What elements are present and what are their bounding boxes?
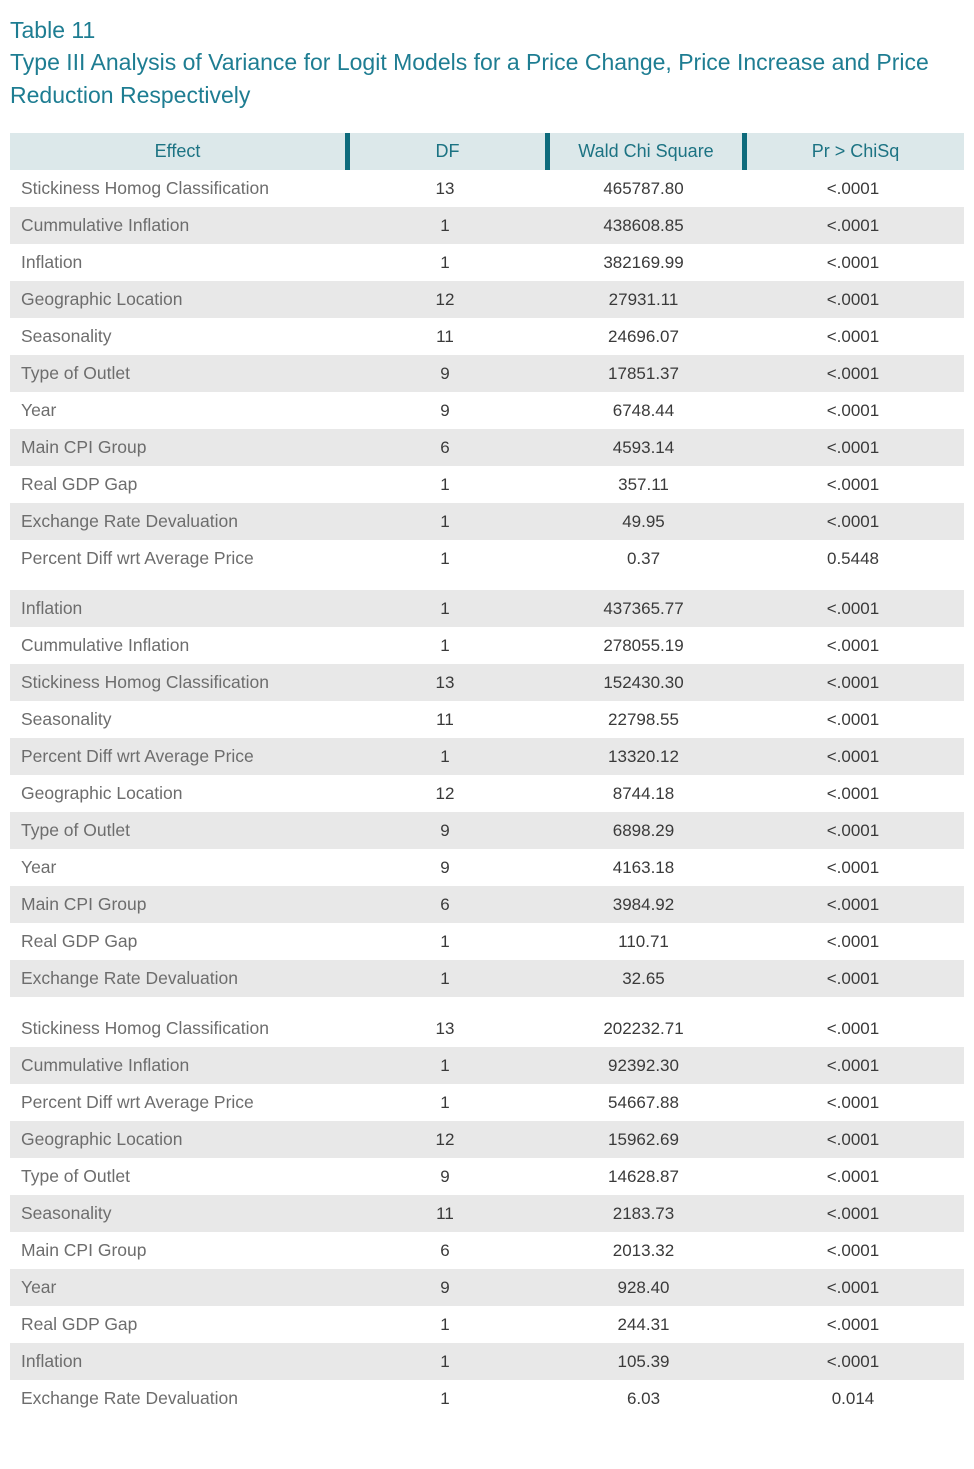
pr-chisq-cell: <.0001 xyxy=(826,363,880,383)
table-row xyxy=(10,540,964,577)
effect-cell: Exchange Rate Devaluation xyxy=(21,968,238,988)
table-section xyxy=(10,590,964,997)
table-row xyxy=(10,392,964,429)
wald-chi-square-cell: 54667.88 xyxy=(608,1092,679,1112)
table-row xyxy=(10,1158,964,1195)
pr-chisq-cell: <.0001 xyxy=(826,474,880,494)
df-cell: 9 xyxy=(440,857,450,877)
wald-chi-square-cell: 105.39 xyxy=(617,1351,670,1371)
wald-chi-square-cell: 0.37 xyxy=(626,548,661,568)
effect-cell: Stickiness Homog Classification xyxy=(21,178,270,198)
pr-chisq-cell: <.0001 xyxy=(826,437,880,457)
df-cell: 11 xyxy=(436,709,454,729)
pr-chisq-cell: <.0001 xyxy=(826,511,880,531)
table-row xyxy=(10,170,964,207)
effect-cell: Exchange Rate Devaluation xyxy=(21,1388,238,1408)
df-cell: 1 xyxy=(440,931,450,951)
wald-chi-square-cell: 357.11 xyxy=(618,474,669,494)
df-cell: 9 xyxy=(440,363,450,383)
pr-chisq-cell: <.0001 xyxy=(826,1018,880,1038)
wald-chi-square-cell: 6898.29 xyxy=(612,820,675,840)
effect-cell: Inflation xyxy=(21,1351,83,1371)
pr-chisq-cell: <.0001 xyxy=(826,1314,880,1334)
pr-chisq-cell: <.0001 xyxy=(826,215,880,235)
pr-chisq-cell: <.0001 xyxy=(826,252,880,272)
effect-cell: Seasonality xyxy=(21,326,112,346)
wald-chi-square-cell: 438608.85 xyxy=(603,215,684,235)
df-cell: 6 xyxy=(440,437,450,457)
wald-chi-square-cell: 27931.11 xyxy=(608,289,679,309)
df-cell: 1 xyxy=(440,548,450,568)
wald-chi-square-cell: 13320.12 xyxy=(608,746,679,766)
wald-chi-square-cell: 49.95 xyxy=(622,511,665,531)
table-row xyxy=(10,1343,964,1380)
df-cell: 9 xyxy=(440,1277,450,1297)
pr-chisq-cell: 0.5448 xyxy=(827,548,879,568)
df-cell: 6 xyxy=(440,894,450,914)
table-row xyxy=(10,1306,964,1343)
wald-chi-square-cell: 17851.37 xyxy=(608,363,679,383)
effect-cell: Percent Diff wrt Average Price xyxy=(21,746,254,766)
effect-cell: Main CPI Group xyxy=(21,894,147,914)
df-cell: 9 xyxy=(440,820,450,840)
df-cell: 9 xyxy=(440,400,450,420)
wald-chi-square-cell: 202232.71 xyxy=(603,1018,684,1038)
pr-chisq-cell: <.0001 xyxy=(826,968,880,988)
table-row xyxy=(10,812,964,849)
df-cell: 1 xyxy=(440,968,450,988)
table-number: Table 11 xyxy=(10,17,96,43)
wald-chi-square-cell: 14628.87 xyxy=(608,1166,679,1186)
table-header-row xyxy=(10,133,964,170)
column-header-pr-chisq: Pr > ChiSq xyxy=(742,133,964,170)
table-row xyxy=(10,1232,964,1269)
wald-chi-square-cell: 92392.30 xyxy=(608,1055,679,1075)
wald-chi-square-cell: 6.03 xyxy=(626,1388,661,1408)
table-row xyxy=(10,664,964,701)
effect-cell: Year xyxy=(21,857,57,877)
table-row xyxy=(10,429,964,466)
effect-cell: Geographic Location xyxy=(21,783,183,803)
pr-chisq-cell: <.0001 xyxy=(826,709,880,729)
pr-chisq-cell: <.0001 xyxy=(826,1351,880,1371)
effect-cell: Percent Diff wrt Average Price xyxy=(21,548,254,568)
table-title: Type III Analysis of Variance for Logit Models for a Price Change, Price Increase and Price Reduction Respectively xyxy=(10,49,929,108)
table-row xyxy=(10,701,964,738)
table-row xyxy=(10,960,964,997)
effect-cell: Geographic Location xyxy=(21,289,183,309)
table-section xyxy=(10,1010,964,1417)
table-row xyxy=(10,318,964,355)
df-cell: 1 xyxy=(440,635,450,655)
df-cell: 13 xyxy=(435,672,455,692)
effect-cell: Stickiness Homog Classification xyxy=(21,672,270,692)
effect-cell: Year xyxy=(21,400,57,420)
wald-chi-square-cell: 465787.80 xyxy=(603,178,684,198)
pr-chisq-cell: <.0001 xyxy=(826,1203,880,1223)
df-cell: 1 xyxy=(440,1388,450,1408)
pr-chisq-cell: <.0001 xyxy=(826,635,880,655)
df-cell: 1 xyxy=(440,252,450,272)
df-cell: 1 xyxy=(440,511,450,531)
df-cell: 1 xyxy=(440,474,450,494)
df-cell: 11 xyxy=(436,1203,454,1223)
table-row xyxy=(10,355,964,392)
effect-cell: Type of Outlet xyxy=(21,363,130,383)
effect-cell: Percent Diff wrt Average Price xyxy=(21,1092,254,1112)
effect-cell: Inflation xyxy=(21,598,83,618)
df-cell: 13 xyxy=(435,1018,455,1038)
wald-chi-square-cell: 2013.32 xyxy=(612,1240,675,1260)
table-row xyxy=(10,590,964,627)
pr-chisq-cell: <.0001 xyxy=(826,1166,880,1186)
effect-cell: Cummulative Inflation xyxy=(21,635,190,655)
table-row xyxy=(10,1121,964,1158)
table-row xyxy=(10,849,964,886)
pr-chisq-cell: <.0001 xyxy=(826,1240,880,1260)
pr-chisq-cell: <.0001 xyxy=(826,1277,880,1297)
table-row xyxy=(10,503,964,540)
wald-chi-square-cell: 3984.92 xyxy=(612,894,675,914)
anova-table xyxy=(10,133,964,1417)
pr-chisq-cell: <.0001 xyxy=(826,178,880,198)
df-cell: 1 xyxy=(440,1351,450,1371)
df-cell: 12 xyxy=(435,783,455,803)
table-body xyxy=(10,170,964,1417)
pr-chisq-cell: <.0001 xyxy=(826,598,880,618)
df-cell: 1 xyxy=(440,1055,450,1075)
effect-cell: Cummulative Inflation xyxy=(21,1055,190,1075)
pr-chisq-cell: <.0001 xyxy=(826,1129,880,1149)
pr-chisq-cell: <.0001 xyxy=(826,894,880,914)
pr-chisq-cell: <.0001 xyxy=(826,783,880,803)
pr-chisq-cell: <.0001 xyxy=(826,746,880,766)
table-row xyxy=(10,244,964,281)
effect-cell: Type of Outlet xyxy=(21,820,130,840)
effect-cell: Stickiness Homog Classification xyxy=(21,1018,270,1038)
pr-chisq-cell: <.0001 xyxy=(826,1092,880,1112)
pr-chisq-cell: <.0001 xyxy=(826,857,880,877)
table-row xyxy=(10,207,964,244)
df-cell: 1 xyxy=(440,1092,450,1112)
table-row xyxy=(10,466,964,503)
effect-cell: Exchange Rate Devaluation xyxy=(21,511,238,531)
effect-cell: Real GDP Gap xyxy=(21,474,138,494)
effect-cell: Real GDP Gap xyxy=(21,1314,138,1334)
table-section xyxy=(10,170,964,577)
table-row xyxy=(10,1380,964,1417)
wald-chi-square-cell: 244.31 xyxy=(617,1314,670,1334)
effect-cell: Inflation xyxy=(21,252,83,272)
wald-chi-square-cell: 437365.77 xyxy=(603,598,684,618)
wald-chi-square-cell: 8744.18 xyxy=(612,783,675,803)
df-cell: 12 xyxy=(435,1129,455,1149)
effect-cell: Seasonality xyxy=(21,709,112,729)
table-row xyxy=(10,775,964,812)
wald-chi-square-cell: 152430.30 xyxy=(603,672,684,692)
wald-chi-square-cell: 22798.55 xyxy=(608,709,679,729)
wald-chi-square-cell: 928.40 xyxy=(617,1277,670,1297)
table-row xyxy=(10,1084,964,1121)
df-cell: 12 xyxy=(435,289,455,309)
pr-chisq-cell: <.0001 xyxy=(826,1055,880,1075)
df-cell: 1 xyxy=(440,598,450,618)
pr-chisq-cell: <.0001 xyxy=(826,289,880,309)
wald-chi-square-cell: 24696.07 xyxy=(608,326,679,346)
table-row xyxy=(10,1047,964,1084)
effect-cell: Real GDP Gap xyxy=(21,931,138,951)
table-row xyxy=(10,1269,964,1306)
pr-chisq-cell: <.0001 xyxy=(826,672,880,692)
wald-chi-square-cell: 15962.69 xyxy=(608,1129,679,1149)
wald-chi-square-cell: 110.71 xyxy=(618,931,669,951)
df-cell: 9 xyxy=(440,1166,450,1186)
effect-cell: Year xyxy=(21,1277,57,1297)
df-cell: 1 xyxy=(440,746,450,766)
df-cell: 13 xyxy=(435,178,455,198)
effect-cell: Seasonality xyxy=(21,1203,112,1223)
wald-chi-square-cell: 32.65 xyxy=(622,968,665,988)
column-header-wald-chi-square: Wald Chi Square xyxy=(545,133,742,170)
effect-cell: Main CPI Group xyxy=(21,437,147,457)
table-row xyxy=(10,886,964,923)
pr-chisq-cell: 0.014 xyxy=(831,1388,875,1408)
pr-chisq-cell: <.0001 xyxy=(826,931,880,951)
pr-chisq-cell: <.0001 xyxy=(826,400,880,420)
effect-cell: Geographic Location xyxy=(21,1129,183,1149)
table-caption xyxy=(10,15,964,112)
effect-cell: Main CPI Group xyxy=(21,1240,147,1260)
pr-chisq-cell: <.0001 xyxy=(826,326,880,346)
df-cell: 11 xyxy=(436,326,454,346)
table-row xyxy=(10,738,964,775)
wald-chi-square-cell: 4593.14 xyxy=(612,437,675,457)
effect-cell: Type of Outlet xyxy=(21,1166,130,1186)
wald-chi-square-cell: 278055.19 xyxy=(603,635,684,655)
table-row xyxy=(10,1195,964,1232)
df-cell: 1 xyxy=(440,1314,450,1334)
table-row xyxy=(10,1010,964,1047)
table-row xyxy=(10,281,964,318)
wald-chi-square-cell: 6748.44 xyxy=(612,400,675,420)
wald-chi-square-cell: 2183.73 xyxy=(612,1203,675,1223)
wald-chi-square-cell: 382169.99 xyxy=(603,252,684,272)
column-header-df: DF xyxy=(345,133,545,170)
wald-chi-square-cell: 4163.18 xyxy=(612,857,675,877)
effect-cell: Cummulative Inflation xyxy=(21,215,190,235)
df-cell: 1 xyxy=(440,215,450,235)
table-row xyxy=(10,627,964,664)
df-cell: 6 xyxy=(440,1240,450,1260)
table-row xyxy=(10,923,964,960)
column-header-effect: Effect xyxy=(154,141,201,161)
pr-chisq-cell: <.0001 xyxy=(826,820,880,840)
